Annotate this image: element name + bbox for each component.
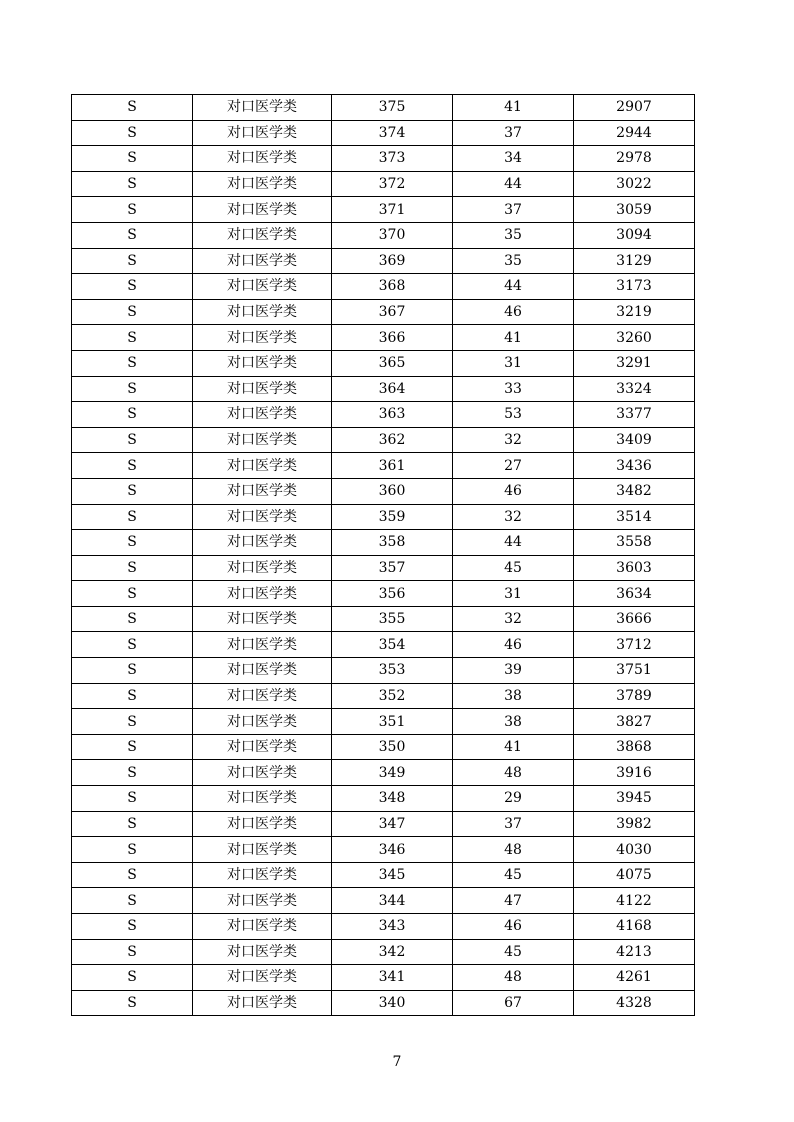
score-cell: 345 xyxy=(332,862,453,888)
table-row xyxy=(72,376,695,402)
count-cell: 46 xyxy=(453,632,574,658)
subject-code-cell: S xyxy=(72,786,193,812)
subject-code-cell: S xyxy=(72,632,193,658)
cumulative-cell: 4075 xyxy=(574,862,695,888)
subject-code-cell: S xyxy=(72,530,193,556)
table-row xyxy=(72,734,695,760)
count-cell: 37 xyxy=(453,120,574,146)
table-row xyxy=(72,888,695,914)
table-row xyxy=(72,274,695,300)
table-row xyxy=(72,837,695,863)
cumulative-cell: 3945 xyxy=(574,786,695,812)
score-cell: 344 xyxy=(332,888,453,914)
category-cell: 对口医学类 xyxy=(193,658,332,684)
cumulative-cell: 4261 xyxy=(574,965,695,991)
score-cell: 372 xyxy=(332,171,453,197)
subject-code-cell: S xyxy=(72,709,193,735)
score-cell: 346 xyxy=(332,837,453,863)
cumulative-cell: 3916 xyxy=(574,760,695,786)
category-cell: 对口医学类 xyxy=(193,146,332,172)
table-row xyxy=(72,811,695,837)
count-cell: 41 xyxy=(453,734,574,760)
subject-code-cell: S xyxy=(72,965,193,991)
table-row xyxy=(72,786,695,812)
score-cell: 368 xyxy=(332,274,453,300)
table-row xyxy=(72,862,695,888)
category-cell: 对口医学类 xyxy=(193,632,332,658)
cumulative-cell: 3982 xyxy=(574,811,695,837)
score-cell: 370 xyxy=(332,222,453,248)
count-cell: 37 xyxy=(453,197,574,223)
count-cell: 27 xyxy=(453,453,574,479)
cumulative-cell: 2907 xyxy=(574,95,695,121)
cumulative-cell: 3868 xyxy=(574,734,695,760)
cumulative-cell: 3291 xyxy=(574,350,695,376)
subject-code-cell: S xyxy=(72,811,193,837)
score-cell: 340 xyxy=(332,990,453,1016)
score-cell: 356 xyxy=(332,581,453,607)
subject-code-cell: S xyxy=(72,197,193,223)
table-row xyxy=(72,299,695,325)
cumulative-cell: 3219 xyxy=(574,299,695,325)
table-row xyxy=(72,120,695,146)
score-cell: 342 xyxy=(332,939,453,965)
count-cell: 32 xyxy=(453,427,574,453)
table-row xyxy=(72,146,695,172)
table-row xyxy=(72,760,695,786)
cumulative-cell: 2944 xyxy=(574,120,695,146)
table-row xyxy=(72,197,695,223)
table-row xyxy=(72,427,695,453)
table-row xyxy=(72,555,695,581)
subject-code-cell: S xyxy=(72,325,193,351)
subject-code-cell: S xyxy=(72,453,193,479)
cumulative-cell: 3094 xyxy=(574,222,695,248)
score-cell: 364 xyxy=(332,376,453,402)
subject-code-cell: S xyxy=(72,939,193,965)
category-cell: 对口医学类 xyxy=(193,197,332,223)
score-cell: 367 xyxy=(332,299,453,325)
cumulative-cell: 3751 xyxy=(574,658,695,684)
count-cell: 29 xyxy=(453,786,574,812)
table-row xyxy=(72,658,695,684)
page-number: 7 xyxy=(392,1054,402,1070)
count-cell: 44 xyxy=(453,530,574,556)
count-cell: 34 xyxy=(453,146,574,172)
table-row xyxy=(72,453,695,479)
score-cell: 369 xyxy=(332,248,453,274)
count-cell: 44 xyxy=(453,171,574,197)
count-cell: 31 xyxy=(453,350,574,376)
category-cell: 对口医学类 xyxy=(193,683,332,709)
count-cell: 35 xyxy=(453,248,574,274)
score-cell: 351 xyxy=(332,709,453,735)
category-cell: 对口医学类 xyxy=(193,222,332,248)
cumulative-cell: 3666 xyxy=(574,606,695,632)
table-row xyxy=(72,478,695,504)
table-row xyxy=(72,709,695,735)
subject-code-cell: S xyxy=(72,837,193,863)
category-cell: 对口医学类 xyxy=(193,837,332,863)
count-cell: 45 xyxy=(453,939,574,965)
table-row xyxy=(72,914,695,940)
count-cell: 39 xyxy=(453,658,574,684)
table-row xyxy=(72,632,695,658)
cumulative-cell: 3324 xyxy=(574,376,695,402)
category-cell: 对口医学类 xyxy=(193,248,332,274)
score-cell: 350 xyxy=(332,734,453,760)
cumulative-cell: 3129 xyxy=(574,248,695,274)
subject-code-cell: S xyxy=(72,888,193,914)
count-cell: 37 xyxy=(453,811,574,837)
table-row xyxy=(72,95,695,121)
table-row xyxy=(72,325,695,351)
category-cell: 对口医学类 xyxy=(193,760,332,786)
table-row xyxy=(72,990,695,1016)
cumulative-cell: 3409 xyxy=(574,427,695,453)
score-cell: 357 xyxy=(332,555,453,581)
category-cell: 对口医学类 xyxy=(193,862,332,888)
count-cell: 46 xyxy=(453,914,574,940)
count-cell: 33 xyxy=(453,376,574,402)
cumulative-cell: 3712 xyxy=(574,632,695,658)
cumulative-cell: 3634 xyxy=(574,581,695,607)
category-cell: 对口医学类 xyxy=(193,427,332,453)
count-cell: 32 xyxy=(453,504,574,530)
subject-code-cell: S xyxy=(72,581,193,607)
count-cell: 38 xyxy=(453,709,574,735)
table-row xyxy=(72,530,695,556)
subject-code-cell: S xyxy=(72,376,193,402)
subject-code-cell: S xyxy=(72,555,193,581)
category-cell: 对口医学类 xyxy=(193,914,332,940)
subject-code-cell: S xyxy=(72,683,193,709)
subject-code-cell: S xyxy=(72,350,193,376)
table-row xyxy=(72,171,695,197)
category-cell: 对口医学类 xyxy=(193,299,332,325)
count-cell: 41 xyxy=(453,95,574,121)
table-row xyxy=(72,248,695,274)
cumulative-cell: 4328 xyxy=(574,990,695,1016)
subject-code-cell: S xyxy=(72,146,193,172)
category-cell: 对口医学类 xyxy=(193,95,332,121)
count-cell: 47 xyxy=(453,888,574,914)
cumulative-cell: 3482 xyxy=(574,478,695,504)
cumulative-cell: 3514 xyxy=(574,504,695,530)
count-cell: 41 xyxy=(453,325,574,351)
score-cell: 354 xyxy=(332,632,453,658)
count-cell: 38 xyxy=(453,683,574,709)
category-cell: 对口医学类 xyxy=(193,350,332,376)
subject-code-cell: S xyxy=(72,120,193,146)
table-row xyxy=(72,683,695,709)
subject-code-cell: S xyxy=(72,658,193,684)
subject-code-cell: S xyxy=(72,402,193,428)
category-cell: 对口医学类 xyxy=(193,274,332,300)
score-cell: 374 xyxy=(332,120,453,146)
score-cell: 361 xyxy=(332,453,453,479)
score-cell: 362 xyxy=(332,427,453,453)
category-cell: 对口医学类 xyxy=(193,171,332,197)
score-table-body xyxy=(72,95,695,1016)
cumulative-cell: 3789 xyxy=(574,683,695,709)
score-cell: 373 xyxy=(332,146,453,172)
subject-code-cell: S xyxy=(72,222,193,248)
count-cell: 48 xyxy=(453,760,574,786)
category-cell: 对口医学类 xyxy=(193,376,332,402)
category-cell: 对口医学类 xyxy=(193,811,332,837)
subject-code-cell: S xyxy=(72,606,193,632)
subject-code-cell: S xyxy=(72,914,193,940)
cumulative-cell: 3377 xyxy=(574,402,695,428)
cumulative-cell: 3173 xyxy=(574,274,695,300)
cumulative-cell: 4213 xyxy=(574,939,695,965)
score-cell: 343 xyxy=(332,914,453,940)
cumulative-cell: 3827 xyxy=(574,709,695,735)
table-row xyxy=(72,504,695,530)
category-cell: 对口医学类 xyxy=(193,555,332,581)
count-cell: 53 xyxy=(453,402,574,428)
category-cell: 对口医学类 xyxy=(193,990,332,1016)
subject-code-cell: S xyxy=(72,734,193,760)
category-cell: 对口医学类 xyxy=(193,530,332,556)
score-cell: 341 xyxy=(332,965,453,991)
subject-code-cell: S xyxy=(72,862,193,888)
category-cell: 对口医学类 xyxy=(193,606,332,632)
count-cell: 45 xyxy=(453,555,574,581)
cumulative-cell: 3260 xyxy=(574,325,695,351)
subject-code-cell: S xyxy=(72,274,193,300)
table-row xyxy=(72,402,695,428)
category-cell: 对口医学类 xyxy=(193,709,332,735)
score-table xyxy=(71,94,695,1016)
cumulative-cell: 3603 xyxy=(574,555,695,581)
cumulative-cell: 4030 xyxy=(574,837,695,863)
count-cell: 67 xyxy=(453,990,574,1016)
table-row xyxy=(72,581,695,607)
count-cell: 46 xyxy=(453,478,574,504)
cumulative-cell: 3436 xyxy=(574,453,695,479)
count-cell: 48 xyxy=(453,837,574,863)
score-cell: 348 xyxy=(332,786,453,812)
subject-code-cell: S xyxy=(72,171,193,197)
category-cell: 对口医学类 xyxy=(193,504,332,530)
score-cell: 366 xyxy=(332,325,453,351)
subject-code-cell: S xyxy=(72,95,193,121)
category-cell: 对口医学类 xyxy=(193,325,332,351)
category-cell: 对口医学类 xyxy=(193,734,332,760)
table-row xyxy=(72,965,695,991)
table-row xyxy=(72,222,695,248)
score-cell: 358 xyxy=(332,530,453,556)
table-row xyxy=(72,939,695,965)
score-cell: 365 xyxy=(332,350,453,376)
score-cell: 353 xyxy=(332,658,453,684)
subject-code-cell: S xyxy=(72,504,193,530)
category-cell: 对口医学类 xyxy=(193,888,332,914)
cumulative-cell: 2978 xyxy=(574,146,695,172)
category-cell: 对口医学类 xyxy=(193,478,332,504)
subject-code-cell: S xyxy=(72,760,193,786)
count-cell: 31 xyxy=(453,581,574,607)
subject-code-cell: S xyxy=(72,299,193,325)
count-cell: 48 xyxy=(453,965,574,991)
score-cell: 371 xyxy=(332,197,453,223)
cumulative-cell: 4122 xyxy=(574,888,695,914)
table-row xyxy=(72,606,695,632)
score-cell: 347 xyxy=(332,811,453,837)
category-cell: 对口医学类 xyxy=(193,453,332,479)
category-cell: 对口医学类 xyxy=(193,120,332,146)
score-cell: 359 xyxy=(332,504,453,530)
count-cell: 35 xyxy=(453,222,574,248)
category-cell: 对口医学类 xyxy=(193,581,332,607)
score-cell: 355 xyxy=(332,606,453,632)
cumulative-cell: 3022 xyxy=(574,171,695,197)
category-cell: 对口医学类 xyxy=(193,939,332,965)
table-row xyxy=(72,350,695,376)
count-cell: 45 xyxy=(453,862,574,888)
score-cell: 360 xyxy=(332,478,453,504)
cumulative-cell: 3059 xyxy=(574,197,695,223)
cumulative-cell: 4168 xyxy=(574,914,695,940)
subject-code-cell: S xyxy=(72,427,193,453)
cumulative-cell: 3558 xyxy=(574,530,695,556)
count-cell: 44 xyxy=(453,274,574,300)
score-cell: 349 xyxy=(332,760,453,786)
category-cell: 对口医学类 xyxy=(193,786,332,812)
subject-code-cell: S xyxy=(72,248,193,274)
score-cell: 363 xyxy=(332,402,453,428)
score-cell: 375 xyxy=(332,95,453,121)
category-cell: 对口医学类 xyxy=(193,965,332,991)
score-cell: 352 xyxy=(332,683,453,709)
category-cell: 对口医学类 xyxy=(193,402,332,428)
subject-code-cell: S xyxy=(72,990,193,1016)
subject-code-cell: S xyxy=(72,478,193,504)
count-cell: 32 xyxy=(453,606,574,632)
count-cell: 46 xyxy=(453,299,574,325)
